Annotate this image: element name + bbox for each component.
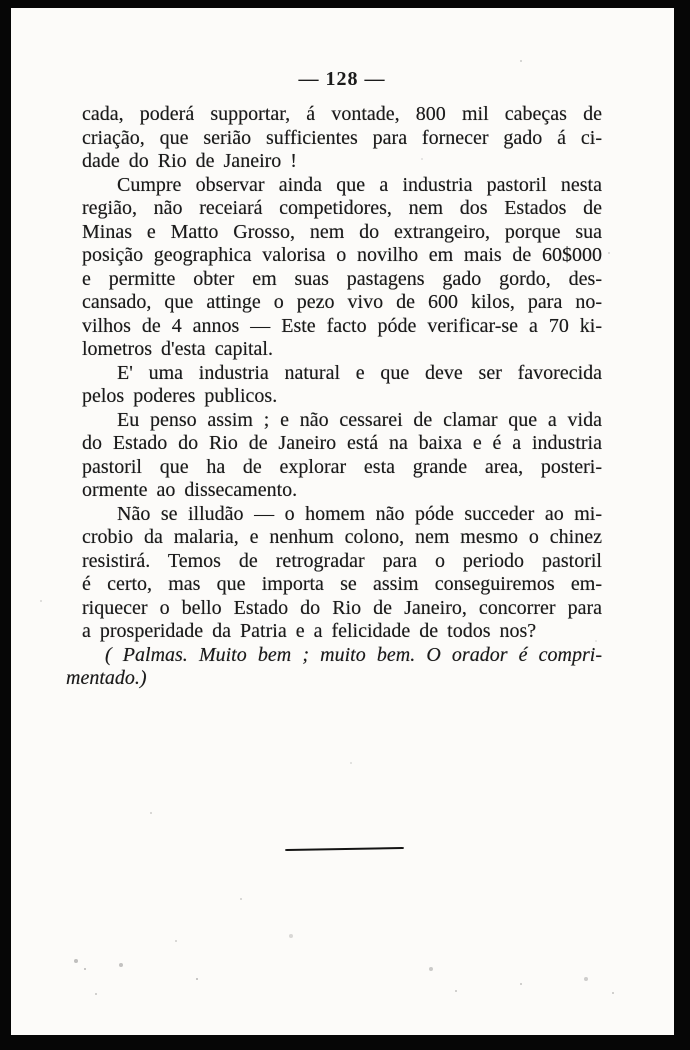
text-line: ( Palmas. Muito bem ; muito bem. O orador é compri-	[105, 643, 602, 666]
scanned-book-page	[11, 8, 674, 1035]
page-number: — 128 —	[298, 68, 386, 90]
paragraph	[82, 409, 602, 503]
text-line: resistirá. Temos de retrogradar para o periodo pastoril	[82, 549, 602, 572]
text-line: região, não receiará competidores, nem dos Estados de	[82, 197, 602, 219]
text-line: dade do Rio de Janeiro !	[82, 150, 297, 172]
text-line: riquecer o bello Estado do Rio de Janeiro, concorrer para	[82, 596, 602, 619]
text-line: lometros d'esta capital.	[82, 338, 273, 360]
text-line: ormente ao dissecamento.	[82, 479, 298, 501]
paragraph	[82, 103, 602, 174]
text-line: Não se illudão — o homem não póde succeder ao mi-	[117, 502, 602, 525]
section-divider-rule	[285, 847, 404, 851]
text-line: crobio da malaria, e nenhum colono, nem mesmo o chinez	[82, 526, 602, 548]
text-line: a prosperidade da Patria e a felicidade de todos nos?	[82, 620, 537, 642]
text-line: pastoril que ha de explorar esta grande area, posteri-	[82, 455, 602, 478]
text-line: criação, que serião sufficientes para fornecer gado á ci-	[82, 126, 602, 149]
text-line: Cumpre observar ainda que a industria pastoril nesta	[117, 173, 602, 196]
text-line: cansado, que attinge o pezo vivo de 600 kilos, para no-	[82, 291, 602, 313]
text-line: Minas e Matto Grosso, nem do extrangeiro, porque sua	[82, 220, 602, 243]
text-line: e permitte obter em suas pastagens gado gordo, des-	[82, 267, 602, 290]
paragraph	[82, 362, 602, 409]
text-line: mentado.)	[66, 667, 147, 689]
text-line: cada, poderá supportar, á vontade, 800 mil cabeças de	[82, 103, 602, 125]
text-line: do Estado do Rio de Janeiro está na baixa e é a industria	[82, 432, 602, 454]
text-line: Eu penso assim ; e não cessarei de clamar que a vida	[117, 408, 602, 431]
paragraph	[66, 643, 602, 691]
text-line: pelos poderes publicos.	[82, 385, 278, 407]
text-line: vilhos de 4 annos — Este facto póde verificar-se a 70 ki-	[82, 314, 602, 337]
paragraph	[82, 174, 602, 362]
scan-noise-specks	[11, 8, 13, 10]
text-line: E' uma industria natural e que deve ser favorecida	[117, 361, 602, 384]
text-line: é certo, mas que importa se assim conseguiremos em-	[82, 573, 602, 595]
paragraph	[82, 503, 602, 644]
body-text	[66, 103, 602, 691]
text-line: posição geographica valorisa o novilho em mais de 60$000	[82, 244, 602, 266]
